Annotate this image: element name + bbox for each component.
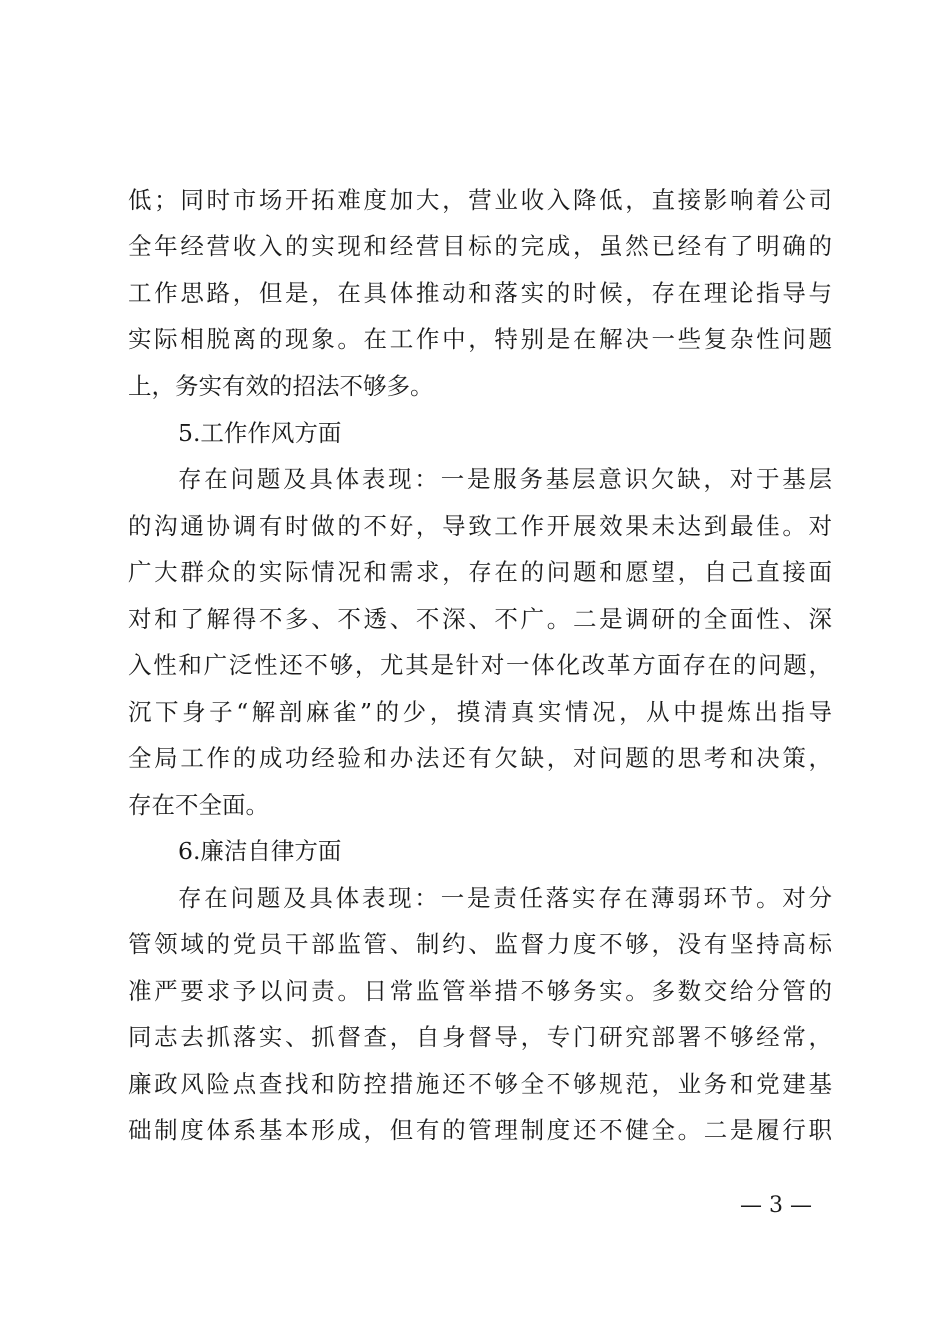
body-line: 同志去抓落实、抓督查，自身督导，专门研究部署不够经常，	[128, 1023, 832, 1051]
body-line: 广大群众的实际情况和需求，存在的问题和愿望，自己直接面	[128, 558, 832, 586]
body-line: 入性和广泛性还不够，尤其是针对一体化改革方面存在的问题，	[128, 651, 832, 679]
body-line: 沉下身子“解剖麻雀”的少，摸清真实情况，从中提炼出指导	[128, 698, 832, 726]
body-line: 廉政风险点查找和防控措施还不够全不够规范，业务和党建基	[128, 1070, 832, 1098]
body-line: 对和了解得不多、不透、不深、不广。二是调研的全面性、深	[128, 605, 832, 633]
body-line: 存在问题及具体表现：一是服务基层意识欠缺，对于基层	[178, 465, 832, 493]
page-number: — 3 —	[740, 1193, 812, 1218]
body-line: 存在不全面。	[128, 791, 269, 819]
body-line: 低；同时市场开拓难度加大，营业收入降低，直接影响着公司	[128, 186, 832, 214]
body-line: 管领域的党员干部监管、制约、监督力度不够，没有坚持高标	[128, 930, 832, 958]
body-line: 全局工作的成功经验和办法还有欠缺，对问题的思考和决策，	[128, 744, 832, 772]
body-line: 存在问题及具体表现：一是责任落实存在薄弱环节。对分	[178, 884, 832, 912]
body-line: 工作思路，但是，在具体推动和落实的时候，存在理论指导与	[128, 279, 832, 307]
section-heading: 5.工作作风方面	[178, 419, 342, 447]
body-line: 全年经营收入的实现和经营目标的完成，虽然已经有了明确的	[128, 232, 832, 260]
body-line: 础制度体系基本形成，但有的管理制度还不健全。二是履行职	[128, 1116, 832, 1144]
body-line: 准严要求予以问责。日常监管举措不够务实。多数交给分管的	[128, 977, 832, 1005]
body-line: 的沟通协调有时做的不好，导致工作开展效果未达到最佳。对	[128, 512, 832, 540]
body-line: 实际相脱离的现象。在工作中，特别是在解决一些复杂性问题	[128, 325, 832, 353]
section-heading: 6.廉洁自律方面	[178, 837, 342, 865]
body-line: 上，务实有效的招法不够多。	[128, 372, 434, 400]
